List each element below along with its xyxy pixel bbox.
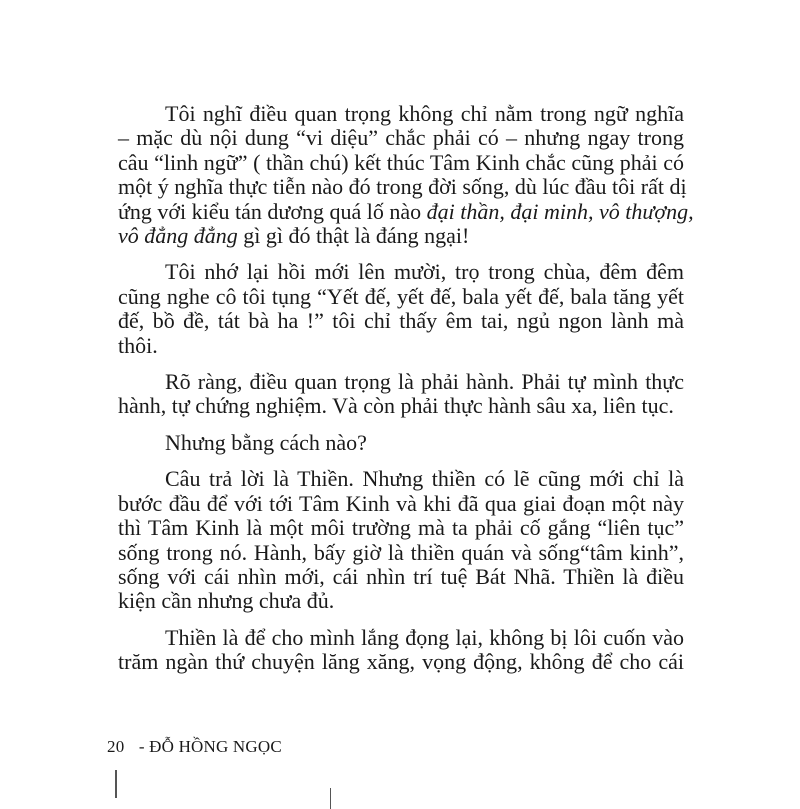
text-line (118, 126, 684, 150)
text-line (118, 565, 684, 589)
text-run: đế, bồ đề, tát bà ha !” tôi chỉ thấy êm tai, ngủ ngon lành mà (118, 308, 684, 334)
text-line (118, 650, 684, 674)
paragraph (118, 101, 694, 249)
text-line (118, 309, 684, 333)
text-run: Thiền là để cho mình lắng đọng lại, không bị lôi cuốn vào (165, 624, 684, 650)
author-running-head: - ĐỖ HỒNG NGỌC (138, 737, 282, 756)
text-line (118, 431, 684, 455)
text-run: bước đầu để với tới Tâm Kinh và khi đã qua giai đoạn một này (118, 490, 684, 516)
italic-text: đại thần, đại minh, vô thượng, (426, 198, 694, 224)
text-run: sống với cái nhìn mới, cái nhìn trí tuệ Bát Nhã. Thiền là điều (118, 563, 684, 589)
text-line (118, 394, 684, 418)
body-text (118, 101, 694, 687)
text-line (118, 151, 684, 175)
text-line (118, 285, 684, 309)
text-line (118, 467, 684, 491)
text-line (118, 589, 684, 613)
text-run: – mặc dù nội dung “vi diệu” chắc phải có – nhưng ngay trong (118, 125, 684, 151)
text-run: Rõ ràng, điều quan trọng là phải hành. Phải tự mình thực (165, 369, 684, 395)
margin-mark (115, 770, 117, 798)
italic-text: vô đẳng đẳng (118, 223, 238, 249)
text-line (118, 224, 684, 248)
paragraph (118, 467, 684, 613)
paragraph (118, 431, 684, 455)
paragraph (118, 260, 684, 358)
text-line (118, 102, 684, 126)
text-run: hành, tự chứng nghiệm. Và còn phải thực hành sâu xa, liên tục. (118, 393, 674, 419)
text-line (118, 174, 687, 200)
text-run: cũng nghe cô tôi tụng “Yết đế, yết đế, bala yết đế, bala tăng yết (118, 283, 684, 309)
text-line (118, 334, 684, 358)
text-line (118, 198, 694, 224)
text-run: Câu trả lời là Thiền. Nhưng thiền có lẽ cũng mới chỉ là (165, 466, 684, 492)
text-run: trăm ngàn thứ chuyện lăng xăng, vọng động, không để cho cái (118, 649, 684, 675)
text-run: thì Tâm Kinh là một môi trường mà ta phải cố gắng “liên tục” (118, 515, 684, 541)
text-line (118, 626, 684, 650)
text-run: Tôi nhớ lại hồi mới lên mười, trọ trong chùa, đêm đêm (165, 259, 684, 285)
text-run: kiện cần nhưng chưa đủ. (118, 588, 335, 614)
text-line (118, 516, 684, 540)
page-footer (107, 737, 282, 757)
text-line (118, 492, 684, 516)
text-run: Tôi nghĩ điều quan trọng không chỉ nằm trong ngữ nghĩa (165, 101, 684, 126)
text-line (118, 541, 684, 565)
text-run: câu “linh ngữ” ( thần chú) kết thúc Tâm Kinh chắc cũng phải có (118, 149, 684, 175)
page-number: 20 (107, 737, 125, 756)
text-run: gì gì đó thật là đáng ngại! (237, 223, 470, 249)
text-run: thôi. (118, 332, 158, 358)
text-run: Nhưng bằng cách nào? (165, 429, 367, 455)
paragraph (118, 370, 684, 419)
margin-mark (330, 788, 331, 809)
text-run: một ý nghĩa thực tiễn nào đó trong đời sống, dù lúc đầu tôi rất dị (118, 174, 687, 200)
paragraph (118, 626, 684, 675)
text-run: ứng với kiểu tán dương quá lố nào (118, 198, 427, 224)
text-line (118, 370, 684, 394)
text-line (118, 260, 684, 284)
text-run: sống trong nó. Hành, bấy giờ là thiền quán và sống“tâm kinh”, (118, 539, 684, 565)
